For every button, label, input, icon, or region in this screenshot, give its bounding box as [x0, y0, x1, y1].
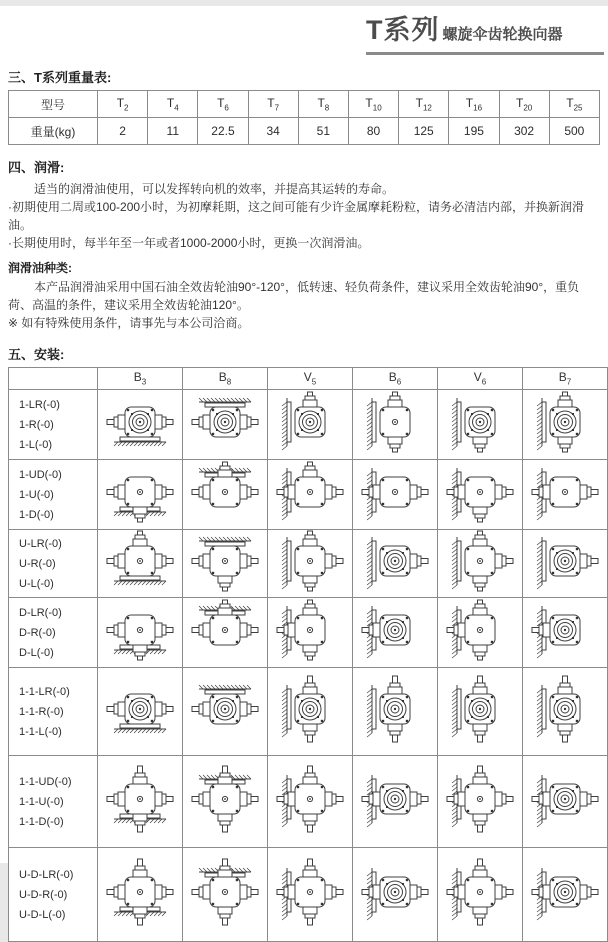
- gearbox-diagram-cell: [268, 668, 353, 756]
- gearbox-diagram-cell: [523, 530, 608, 598]
- config-label: U-LR(-0): [19, 537, 62, 550]
- gearbox-diagram-cell: [268, 460, 353, 530]
- gearbox-diagram-wall-ud: [353, 390, 437, 454]
- config-label: D-L(-0): [19, 646, 54, 659]
- gearbox-diagram-cell: [523, 848, 608, 942]
- gearbox-diagram-cell: [183, 530, 268, 598]
- install-table-row: [9, 598, 608, 668]
- gearbox-diagram-wall-lrud: [268, 756, 352, 842]
- model-cell: $T_{16}$: [449, 91, 499, 118]
- weight-cell: 22.5: [198, 118, 248, 145]
- config-label: U-D-L(-0): [19, 908, 66, 921]
- gearbox-diagram-cell: [268, 848, 353, 942]
- gearbox-diagram-cell: [438, 598, 523, 668]
- config-label: 1-1-D(-0): [19, 815, 64, 828]
- model-cell: $T_{10}$: [348, 91, 398, 118]
- weight-cell: 500: [549, 118, 599, 145]
- mount-column-header-b3: $B_3$: [98, 368, 183, 390]
- model-row-label: 型号: [9, 91, 98, 118]
- mount-column-header-b6: $B_6$: [353, 368, 438, 390]
- series-title: T系列: [366, 15, 440, 45]
- install-table-header-row: [9, 368, 608, 390]
- section3-heading: 三、T系列重量表:: [8, 70, 112, 85]
- lube-paragraph-2: 本产品润滑油采用中国石油全效齿轮油90°-120°，低转速、轻负荷条件，建议采用全效齿轮油90°，重负荷、高温的条件，建议采用全效齿轮油120°。: [8, 280, 580, 312]
- gearbox-diagram-wall-lr: [353, 848, 437, 936]
- gearbox-diagram-floor-lrd: [98, 460, 182, 524]
- gearbox-diagram-wall-lrud: [438, 756, 522, 842]
- gearbox-diagram-wall-lru: [268, 460, 352, 524]
- weight-cell: 2: [98, 118, 148, 145]
- gearbox-diagram-wall-lr: [353, 460, 437, 524]
- config-label: 1-D(-0): [19, 508, 54, 521]
- gearbox-diagram-cell: [438, 756, 523, 848]
- gearbox-diagram-cell: [523, 668, 608, 756]
- model-cell: $T_4$: [148, 91, 198, 118]
- gearbox-diagram-cell: [98, 848, 183, 942]
- gearbox-diagram-cell: [183, 848, 268, 942]
- gearbox-diagram-ceiling-lr: [183, 668, 267, 750]
- gearbox-diagram-wall-lr: [523, 460, 607, 524]
- shaft-config-labels: [9, 390, 98, 460]
- config-label: 1-1-LR(-0): [19, 685, 70, 698]
- weight-cell: 125: [399, 118, 449, 145]
- gearbox-diagram-wall-udl: [438, 598, 522, 662]
- weight-cell: 51: [298, 118, 348, 145]
- gearbox-diagram-cell: [268, 598, 353, 668]
- weight-cell: 80: [348, 118, 398, 145]
- model-cell: $T_6$: [198, 91, 248, 118]
- install-table-row: [9, 668, 608, 756]
- config-label: 1-U(-0): [19, 488, 54, 501]
- gearbox-diagram-cell: [268, 530, 353, 598]
- gearbox-diagram-floor-lrud: [98, 756, 182, 842]
- model-cell: $T_7$: [248, 91, 298, 118]
- gearbox-diagram-cell: [183, 756, 268, 848]
- gearbox-diagram-floor-lr: [98, 668, 182, 750]
- shaft-config-labels: [9, 848, 98, 942]
- gearbox-diagram-cell: [523, 390, 608, 460]
- lube-type-subheading: 润滑油种类:: [8, 261, 72, 275]
- config-label: 1-R(-0): [19, 418, 54, 431]
- gearbox-diagram-wall-r: [353, 530, 437, 592]
- gearbox-diagram-wall-lrud: [268, 848, 352, 936]
- series-subtitle: 螺旋伞齿轮换向器: [442, 26, 563, 43]
- gearbox-diagram-cell: [353, 530, 438, 598]
- gearbox-diagram-wall-ud: [438, 668, 522, 750]
- mount-column-header-v5: $V_5$: [268, 368, 353, 390]
- install-table-row: [9, 848, 608, 942]
- gearbox-diagram-cell: [438, 668, 523, 756]
- gearbox-diagram-wall-udr: [268, 530, 352, 592]
- config-label: 1-1-U(-0): [19, 795, 64, 808]
- gearbox-diagram-cell: [438, 848, 523, 942]
- gearbox-diagram-floor-lr: [98, 390, 182, 454]
- gearbox-diagram-wall-d: [438, 390, 522, 454]
- gearbox-diagram-cell: [98, 756, 183, 848]
- config-label: 1-L(-0): [19, 438, 53, 451]
- mount-column-header-b7: $B_7$: [523, 368, 608, 390]
- gearbox-diagram-wall-lr: [353, 756, 437, 842]
- section5-heading: 五、安装:: [8, 347, 65, 362]
- config-column-header: [9, 368, 98, 390]
- gearbox-diagram-cell: [268, 390, 353, 460]
- config-label: 1-1-R(-0): [19, 705, 64, 718]
- lube-note: ※ 如有特殊使用条件，请事先与本公司洽商。: [8, 316, 250, 330]
- install-table-row: [9, 390, 608, 460]
- gearbox-diagram-wall-lr: [523, 848, 607, 936]
- config-label: 1-LR(-0): [19, 398, 60, 411]
- gearbox-diagram-ceiling-lru: [183, 598, 267, 662]
- gearbox-diagram-cell: [98, 530, 183, 598]
- gearbox-diagram-wall-ud: [353, 668, 437, 750]
- weight-cell: 195: [449, 118, 499, 145]
- lube-bullet-1: ·初期使用二周或100-200小时，为初摩耗期，这之间可能有少许金属摩耗粉粒，请务必清洁内部，并换新润滑油。: [8, 200, 585, 232]
- gearbox-diagram-cell: [438, 530, 523, 598]
- gearbox-diagram-cell: [438, 390, 523, 460]
- weight-cell: 11: [148, 118, 198, 145]
- gearbox-diagram-ceiling-lr: [183, 390, 267, 454]
- catalog-page: [0, 6, 608, 921]
- shaft-config-labels: [9, 756, 98, 848]
- lube-bullet-2: ·长期使用时，每半年至一年或者1000-2000小时，更换一次润滑油。: [8, 236, 370, 250]
- config-label: 1-UD(-0): [19, 468, 62, 481]
- gearbox-diagram-cell: [183, 460, 268, 530]
- weight-table-weight-row: [9, 118, 600, 145]
- gearbox-diagram-cell: [183, 598, 268, 668]
- gearbox-diagram-cell: [268, 756, 353, 848]
- gearbox-diagram-wall-l: [353, 598, 437, 662]
- gearbox-diagram-cell: [98, 668, 183, 756]
- gearbox-diagram-wall-ud: [268, 668, 352, 750]
- gearbox-diagram-wall-u: [268, 390, 352, 454]
- gearbox-diagram-ceiling-lrud: [183, 848, 267, 936]
- page-header: [366, 6, 604, 55]
- gearbox-diagram-cell: [183, 390, 268, 460]
- model-cell: $T_8$: [298, 91, 348, 118]
- model-cell: $T_{25}$: [549, 91, 599, 118]
- shaft-config-labels: [9, 460, 98, 530]
- model-cell: $T_{12}$: [399, 91, 449, 118]
- gearbox-diagram-cell: [183, 668, 268, 756]
- gearbox-diagram-cell: [523, 756, 608, 848]
- gearbox-diagram-wall-udl: [268, 598, 352, 662]
- gearbox-diagram-cell: [353, 390, 438, 460]
- config-label: U-D-R(-0): [19, 888, 68, 901]
- config-label: U-D-LR(-0): [19, 868, 74, 881]
- config-label: 1-1-UD(-0): [19, 775, 72, 788]
- weight-table-model-row: [9, 91, 600, 118]
- gearbox-diagram-floor-lrud: [98, 848, 182, 936]
- gearbox-diagram-wall-ud: [523, 390, 607, 454]
- config-label: 1-1-L(-0): [19, 725, 62, 738]
- gearbox-diagram-cell: [523, 460, 608, 530]
- install-table-row: [9, 460, 608, 530]
- weight-cell: 34: [248, 118, 298, 145]
- shaft-config-labels: [9, 598, 98, 668]
- gearbox-diagram-floor-lru: [98, 530, 182, 592]
- gearbox-diagram-wall-ud: [523, 668, 607, 750]
- gearbox-diagram-ceiling-lrud: [183, 756, 267, 842]
- lube-paragraph-1: 适当的润滑油使用，可以发挥转向机的效率，并提高其运转的寿命。: [34, 182, 395, 196]
- gearbox-diagram-cell: [98, 598, 183, 668]
- config-label: D-LR(-0): [19, 606, 62, 619]
- gearbox-diagram-cell: [353, 668, 438, 756]
- gearbox-diagram-cell: [98, 390, 183, 460]
- weight-row-label: 重量(kg): [9, 118, 98, 145]
- gearbox-diagram-wall-lr: [523, 756, 607, 842]
- gearbox-diagram-cell: [438, 460, 523, 530]
- gearbox-diagram-cell: [353, 848, 438, 942]
- installation-table: [8, 367, 608, 942]
- shaft-config-labels: [9, 668, 98, 756]
- section4-heading: 四、润滑:: [8, 160, 65, 175]
- gearbox-diagram-wall-r: [523, 530, 607, 592]
- install-table-row: [9, 756, 608, 848]
- gearbox-diagram-cell: [353, 598, 438, 668]
- gearbox-diagram-cell: [353, 460, 438, 530]
- model-cell: $T_{20}$: [499, 91, 549, 118]
- weight-table: [8, 90, 600, 145]
- gearbox-diagram-ceiling-lrd: [183, 530, 267, 592]
- config-label: U-L(-0): [19, 577, 54, 590]
- config-label: D-R(-0): [19, 626, 56, 639]
- gearbox-diagram-cell: [353, 756, 438, 848]
- model-cell: $T_2$: [98, 91, 148, 118]
- mount-column-header-b8: $B_8$: [183, 368, 268, 390]
- gearbox-diagram-wall-lrd: [438, 460, 522, 524]
- gearbox-diagram-wall-lrud: [438, 848, 522, 936]
- gearbox-diagram-cell: [98, 460, 183, 530]
- gearbox-diagram-cell: [523, 598, 608, 668]
- install-table-row: [9, 530, 608, 598]
- config-label: U-R(-0): [19, 557, 56, 570]
- mount-column-header-v6: $V_6$: [438, 368, 523, 390]
- gearbox-diagram-floor-lrd: [98, 598, 182, 662]
- gearbox-diagram-wall-udr: [438, 530, 522, 592]
- gearbox-diagram-wall-l: [523, 598, 607, 662]
- shaft-config-labels: [9, 530, 98, 598]
- gearbox-diagram-ceiling-lru: [183, 460, 267, 524]
- weight-cell: 302: [499, 118, 549, 145]
